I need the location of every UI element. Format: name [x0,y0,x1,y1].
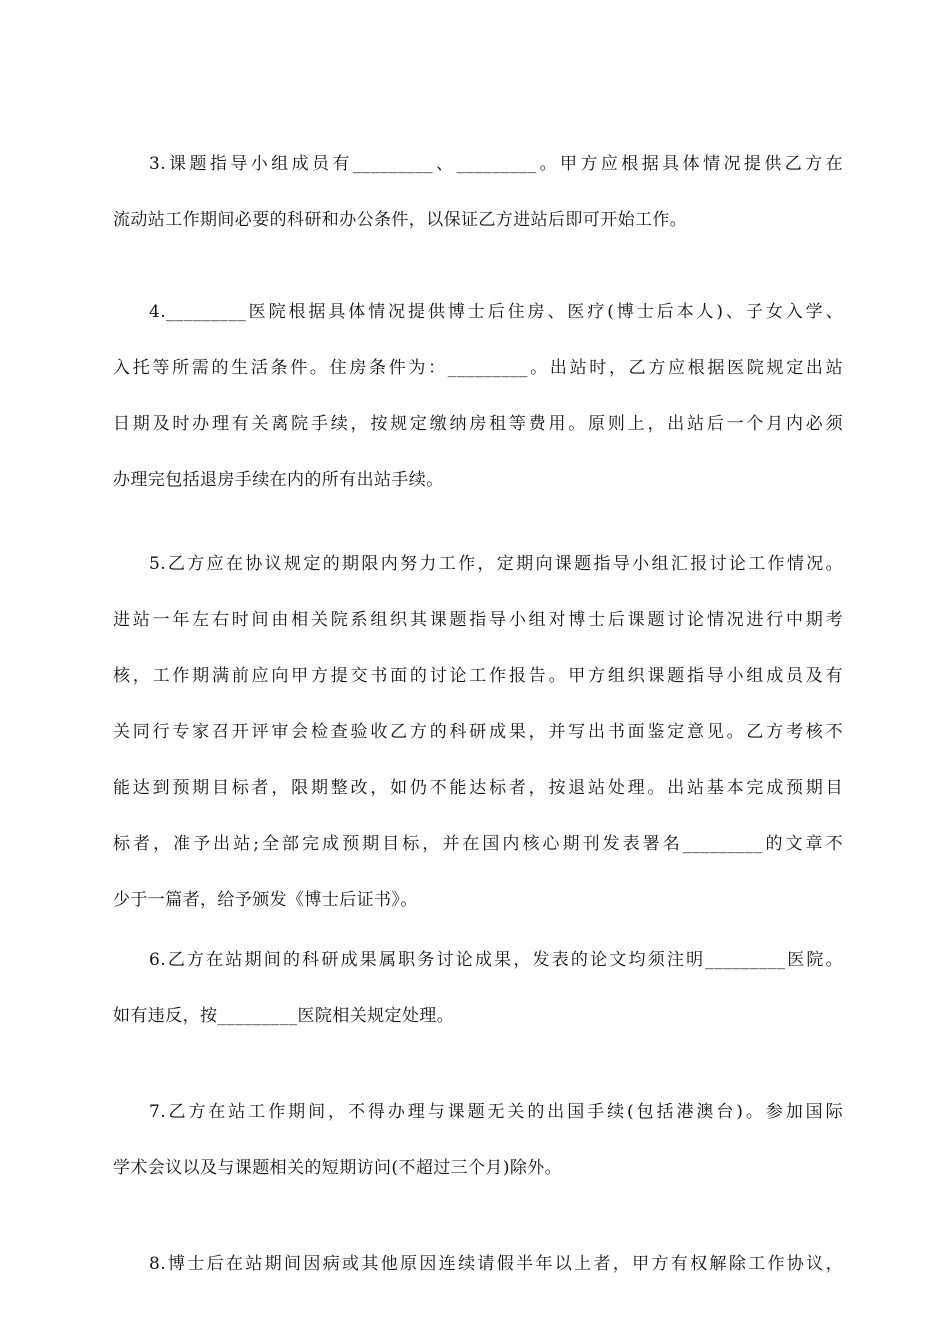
clause-4-line-4: 办理完包括退房手续在内的所有出站手续。 [113,470,444,490]
clause-5-line-1: 5.乙方应在协议规定的期限内努力工作，定期向课题指导小组汇报讨论工作情况。 [149,554,843,574]
clause-3-line-1: 3.课题指导小组成员有_________、_________。甲方应根据具体情况提供乙方在 [149,154,843,174]
clause-5-line-3: 核，工作期满前应向甲方提交书面的讨论工作报告。甲方组织课题指导小组成员及有 [113,666,843,686]
clause-5-line-5: 能达到预期目标者，限期整改，如仍不能达标者，按退站处理。出站基本完成预期目 [113,778,843,798]
clause-4-line-1: 4._________医院根据具体情况提供博士后住房、医疗(博士后本人)、子女入学、 [149,302,843,322]
clause-8-line-1: 8.博士后在站期间因病或其他原因连续请假半年以上者，甲方有权解除工作协议， [149,1254,843,1274]
clause-7-line-1: 7.乙方在站工作期间，不得办理与课题无关的出国手续(包括港澳台)。参加国际 [149,1102,843,1122]
clause-4-line-2: 入托等所需的生活条件。住房条件为：_________。出站时，乙方应根据医院规定出站 [113,358,843,378]
clause-3-line-2: 流动站工作期间必要的科研和办公条件，以保证乙方进站后即可开始工作。 [113,210,688,230]
clause-5-line-2: 进站一年左右时间由相关院系组织其课题指导小组对博士后课题讨论情况进行中期考 [113,610,843,630]
clause-7 [113,1096,843,1208]
clause-4-line-3: 日期及时办理有关离院手续，按规定缴纳房租等费用。原则上，出站后一个月内必须 [113,414,843,434]
clause-4 [113,296,843,520]
clause-8 [113,1248,843,1304]
clause-5-line-6: 标者，准予出站;全部完成预期目标，并在国内核心期刊发表署名_________的文章不 [113,834,843,854]
clause-5 [113,548,843,940]
clause-5-line-4: 关同行专家召开评审会检查验收乙方的科研成果，并写出书面鉴定意见。乙方考核不 [113,722,843,742]
clause-6 [113,944,843,1056]
clause-5-line-7: 少于一篇者，给予颁发《博士后证书》。 [113,890,418,910]
clause-3 [113,148,843,260]
clause-6-line-2: 如有违反，按_________医院相关规定处理。 [113,1006,455,1026]
clause-6-line-1: 6.乙方在站期间的科研成果属职务讨论成果，发表的论文均须注明_________医院。 [149,950,843,970]
clause-7-line-2: 学术会议以及与课题相关的短期访问(不超过三个月)除外。 [113,1158,563,1178]
